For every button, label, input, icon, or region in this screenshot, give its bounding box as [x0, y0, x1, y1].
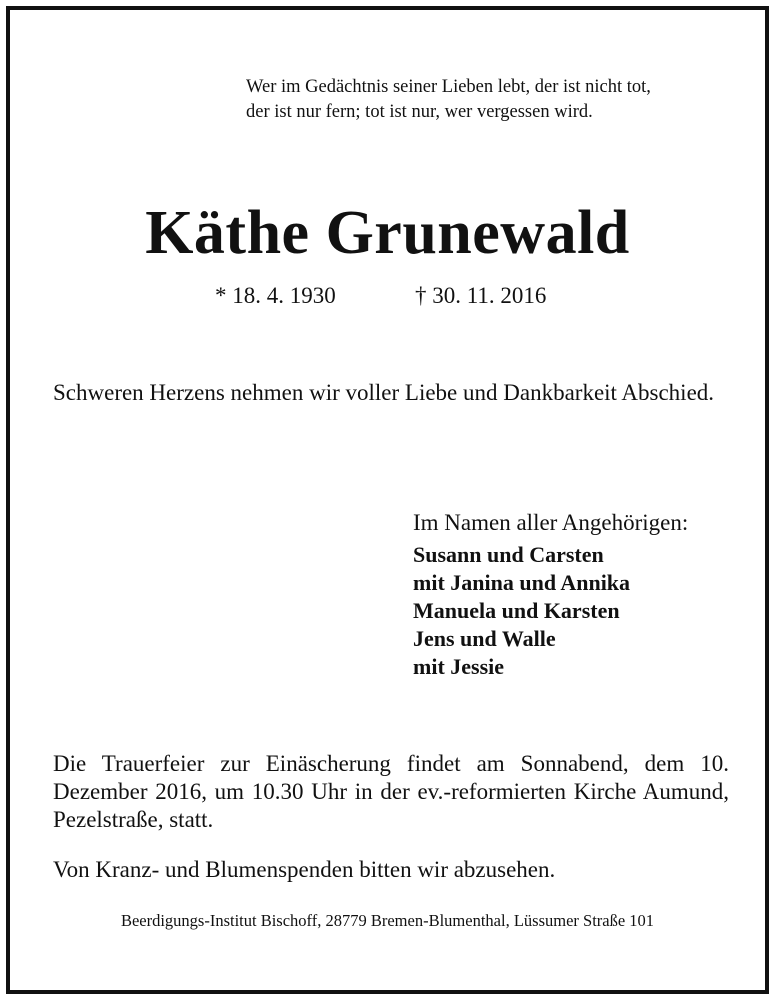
- deceased-name: Käthe Grunewald: [145, 199, 630, 267]
- birth-date: * 18. 4. 1930: [215, 283, 336, 308]
- family-names: [413, 541, 630, 681]
- family-name-line: Susann und Carsten: [413, 542, 604, 567]
- obituary-notice: [6, 6, 769, 994]
- death-date: † 30. 11. 2016: [415, 283, 547, 308]
- family-name-line: mit Jessie: [413, 654, 505, 679]
- memorial-quote: [246, 75, 746, 125]
- flowers-text: Von Kranz- und Blumenspenden bitten wir abzusehen.: [53, 857, 556, 882]
- quote-line-2: der ist nur fern; tot ist nur, wer vergessen wird.: [246, 102, 593, 122]
- undertaker-info: Beerdigungs-Institut Bischoff, 28779 Bremen-Blumenthal, Lüssumer Straße 101: [120, 911, 655, 930]
- quote-line-1: Wer im Gedächtnis seiner Lieben lebt, der ist nicht tot,: [246, 77, 651, 97]
- ceremony-text: Die Trauerfeier zur Einäscherung findet am Sonnabend, dem 10. Dezember 2016, um 10.30 Uhr in der ev.-reformierten Kirche Aumund, Pezelstraße, statt.: [53, 751, 729, 832]
- signature-intro: Im Namen aller Angehörigen:: [413, 510, 689, 535]
- family-name-line: Jens und Walle: [413, 626, 556, 651]
- family-name-line: Manuela und Karsten: [413, 598, 620, 623]
- family-name-line: mit Janina und Annika: [413, 570, 631, 595]
- farewell-text: Schweren Herzens nehmen wir voller Liebe und Dankbarkeit Abschied.: [53, 380, 715, 405]
